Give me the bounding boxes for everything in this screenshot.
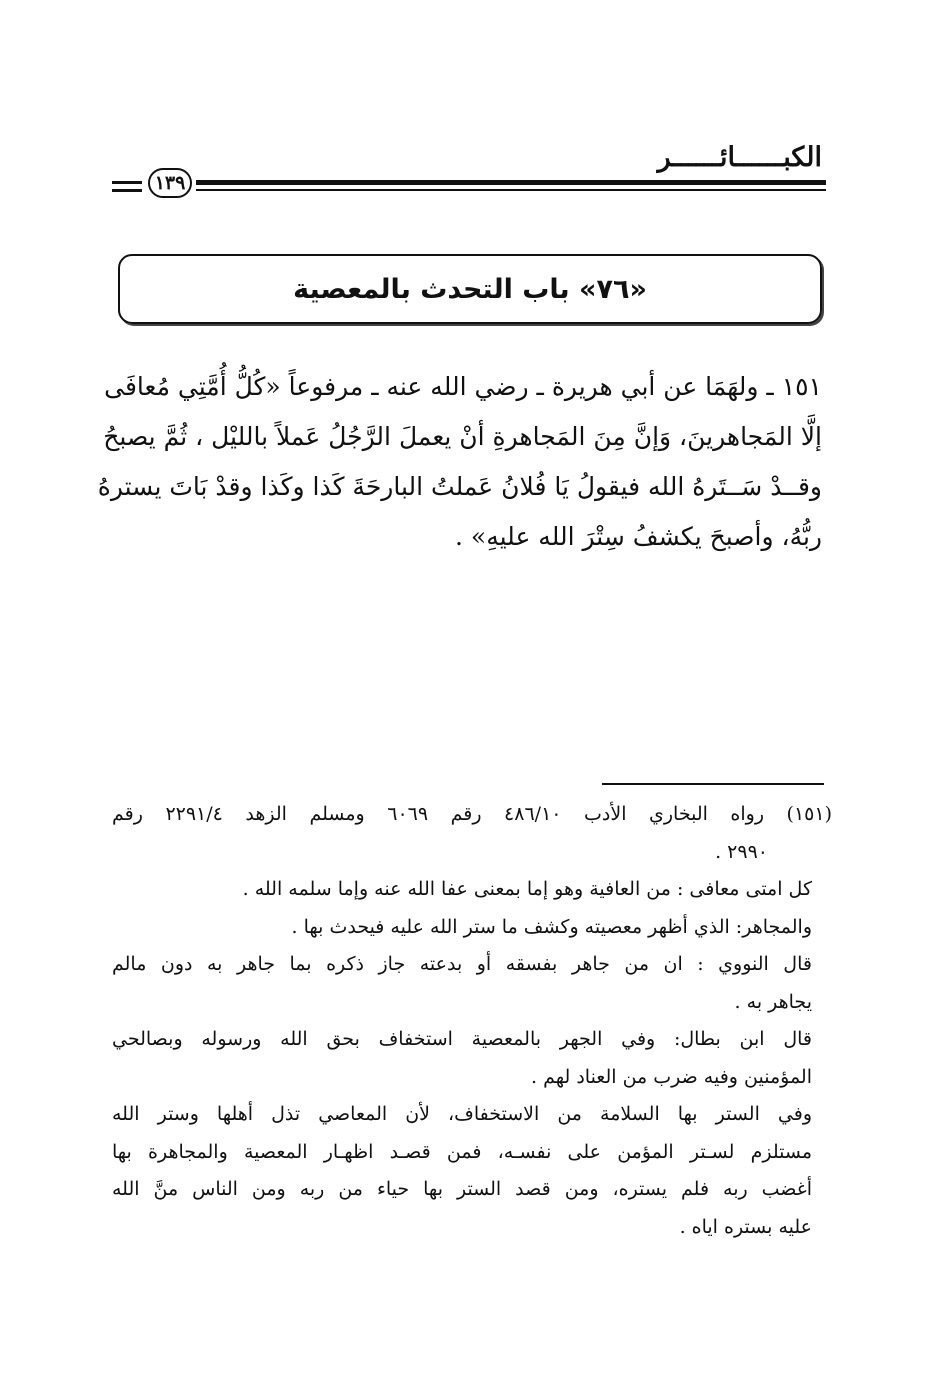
hadith-line: وقــدْ سَــتَرهُ الله فيقولُ يَا فُلانُ عَملتُ البارحَةَ كَذا وكَذا وقدْ بَاتَ يسترهُ [97,472,822,501]
footnote-line: قال ابن بطال: وفي الجهر بالمعصية استخفاف بحق الله ورسوله وبصالحي [112,1028,812,1050]
header-rule-thin [196,189,826,191]
footnote-line: ٢٩٩٠ . [715,840,768,863]
hadith-text [97,362,822,562]
footnote-line: يجاهر به . [734,990,812,1013]
footnote-line: أغضب ربه فلم يستره، ومن قصد الستر بها حياء من ربه ومن الناس منَّ الله [112,1178,812,1200]
chapter-title: «٧٦» باب التحدث بالمعصية [293,273,647,305]
footnotes [112,796,832,1246]
header-dash [112,181,142,184]
footnote-line: وفي الستر بها السلامة من الاستخفاف، لأن المعاصي تذل أهلها وستر الله [112,1103,812,1125]
footnote-line: كل امتى معافى : من العافية وهو إما بمعنى عفا الله عنه وإما سلمه الله . [242,878,812,900]
page-number: ١٣٩ [148,168,192,198]
hadith-line: ربُّهُ، وأصبحَ يكشفُ سِتْرَ الله عليهِ» . [455,522,822,551]
footnote-line: (١٥١) رواه البخاري الأدب ٤٨٦/١٠ رقم ٦٠٦٩ ومسلم الزهد ٢٢٩١/٤ رقم [112,803,833,825]
footnote-line: عليه بستره اياه . [679,1215,812,1238]
book-title: الكبــــــائــــــر [657,142,822,173]
hadith-line: إلَّا المَجاهرينَ، وَإنَّ مِنَ المَجاهرةِ أنْ يعملَ الرَّجُلُ عَملاً بالليْل ، ثُمَّ يصبحُ [103,422,822,451]
footnote-line: والمجاهر: الذي أظهر معصيته وكشف ما ستر الله عليه فيحدث بها . [291,915,812,938]
footnote-separator [602,783,824,785]
page-header [112,140,826,200]
header-rule-thick [196,180,826,185]
chapter-heading-box [118,254,822,324]
footnote-line: المؤمنين وفيه ضرب من العناد لهم . [531,1065,812,1088]
header-dash [112,189,142,192]
footnote-line: مستلزم لسـتر المؤمن على نفسـه، فمن قصـد اظهـار المعصية والمجاهرة بها [112,1140,812,1163]
footnote-line: قال النووي : ان من جاهر بفسقه أو بدعته جاز ذكره بما جاهر به دون مالم [112,953,812,975]
hadith-line: ١٥١ ـ ولهَمَا عن أبي هريرة ـ رضي الله عنه ـ مرفوعاً «كُلُّ أُمَّتِي مُعافَى [104,372,822,401]
